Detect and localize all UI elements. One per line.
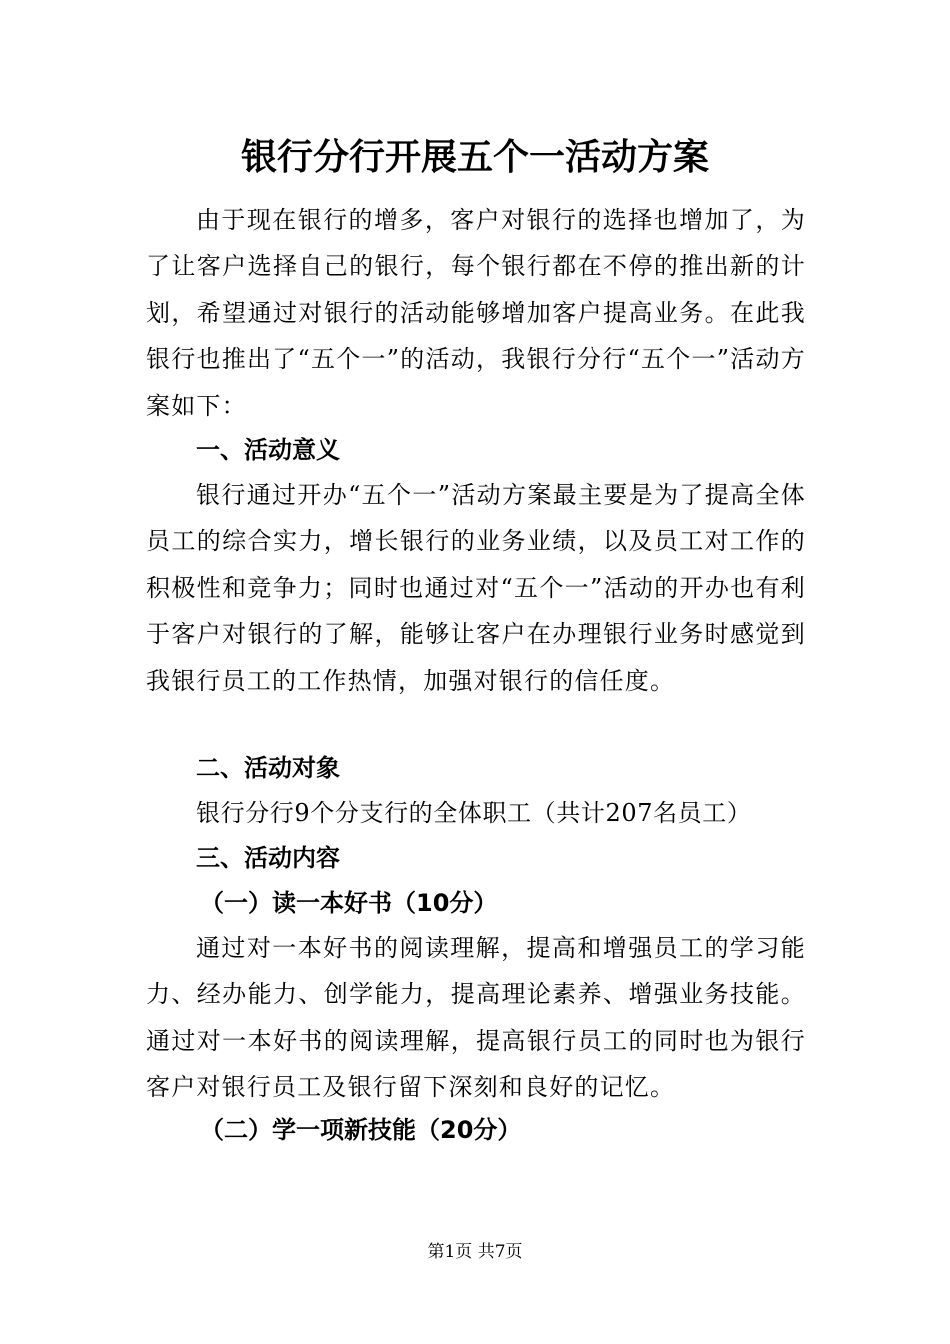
read-book-paragraph: 通过对一本好书的阅读理解，提高和增强员工的学习能力、经办能力、创学能力，提高理论素养、增强业务技能。通过对一本好书的阅读理解，提高银行员工的同时也为银行客户对银行员工及银行留下深刻和良好的记忆。 (146, 934, 806, 1102)
section-heading-significance: 一、活动意义 (196, 436, 340, 464)
page-footer: 第1页 共7页 (427, 1242, 523, 1262)
intro-paragraph: 由于现在银行的增多，客户对银行的选择也增加了，为了让客户选择自己的银行，每个银行都在不停的推出新的计划，希望通过对银行的活动能够增加客户提高业务。在此我银行也推出了“五个一”的活动，我银行分行“五个一”活动方案如下： (146, 206, 806, 420)
subsection-heading-new-skill: （二）学一项新技能（20分） (200, 1116, 522, 1144)
document-title: 银行分行开展五个一活动方案 (240, 137, 709, 178)
significance-paragraph: 银行通过开办“五个一”活动方案最主要是为了提高全体员工的综合实力，增长银行的业务业绩，以及员工对工作的积极性和竞争力；同时也通过对“五个一”活动的开办也有利于客户对银行的了解，能够让客户在办理银行业务时感觉到我银行员工的工作热情，加强对银行的信任度。 (146, 481, 806, 695)
subsection-heading-read-book: （一）读一本好书（10分） (200, 889, 498, 917)
target-paragraph: 银行分行9个分支行的全体职工（共计207名员工） (196, 799, 752, 827)
section-heading-content: 三、活动内容 (196, 844, 340, 872)
section-heading-target: 二、活动对象 (196, 754, 340, 782)
